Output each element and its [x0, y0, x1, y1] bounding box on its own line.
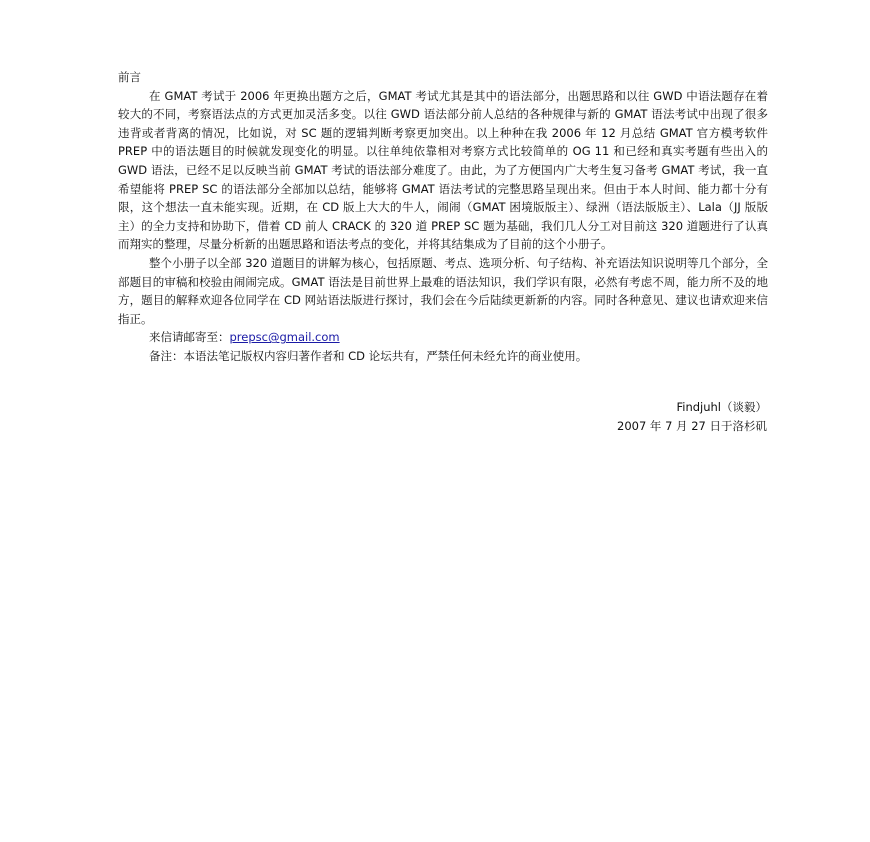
paragraph-2: 整个小册子以全部 320 道题目的讲解为核心，包括原题、考点、选项分析、句子结构、补充语法知识说明等几个部分，全部题目的审稿和校验由闹闹完成。GMAT 语法是目前世界上最难的语法知识，我们学识有限，必然有考虑不周，能力所不及的地方，题目的解释欢迎各位同学在 CD 网站语法版进行探讨，我们会在今后陆续更新新的内容。同时各种意见、建议也请欢迎来信指正。	[118, 255, 768, 326]
signature-block	[617, 398, 767, 435]
paragraph-1: 在 GMAT 考试于 2006 年更换出题方之后，GMAT 考试尤其是其中的语法部分，出题思路和以往 GWD 中语法题存在着较大的不同，考察语法点的方式更加灵活多变。以往 GWD 语法部分前人总结的各种规律与新的 GMAT 语法考试中出现了很多违背或者背离的情况，比如说，对 SC 题的逻辑判断考察更加突出。以上种种在我 2006 年 12 月总结 GMAT 官方模考软件 PREP 中的语法题目的时候就发现变化的明显。以往单纯依靠相对考察方式比较简单的 OG 11 和已经和真实考题有些出入的 GWD 语法，已经不足以反映当前 GMAT 考试的语法部分难度了。由此，为了方便国内广大考生复习备考 GMAT 考试，我一直希望能将 PREP SC 的语法部分全部加以总结，能够将 GMAT 语法考试的完整思路呈现出来。但由于本人时间、能力都十分有限，这个想法一直未能实现。近期，在 CD 版上大大的牛人，闹闹（GMAT 困境版版主）、绿洲（语法版版主）、Lala（JJ 版版主）的全力支持和协助下，借着 CD 前人 CRACK 的 320 道 PREP SC 题为基础，我们几人分工对目前这 320 道题进行了认真而翔实的整理，尽量分析新的出题思路和语法考点的变化，并将其结集成为了目前的这个小册子。	[118, 88, 768, 252]
signature-name: Findjuhl（谈毅）	[676, 400, 767, 414]
contact-label: 来信请邮寄至：	[149, 330, 230, 345]
preface-heading: 前言	[118, 70, 141, 84]
contact-line	[118, 328, 768, 347]
copyright-note: 备注：本语法笔记版权内容归著作者和 CD 论坛共有，严禁任何未经允许的商业使用。	[149, 348, 588, 363]
preface-body	[118, 68, 768, 366]
signature-date: 2007 年 7 月 27 日于洛杉矶	[617, 418, 767, 433]
contact-email-link[interactable]: prepsc@gmail.com	[229, 330, 340, 345]
